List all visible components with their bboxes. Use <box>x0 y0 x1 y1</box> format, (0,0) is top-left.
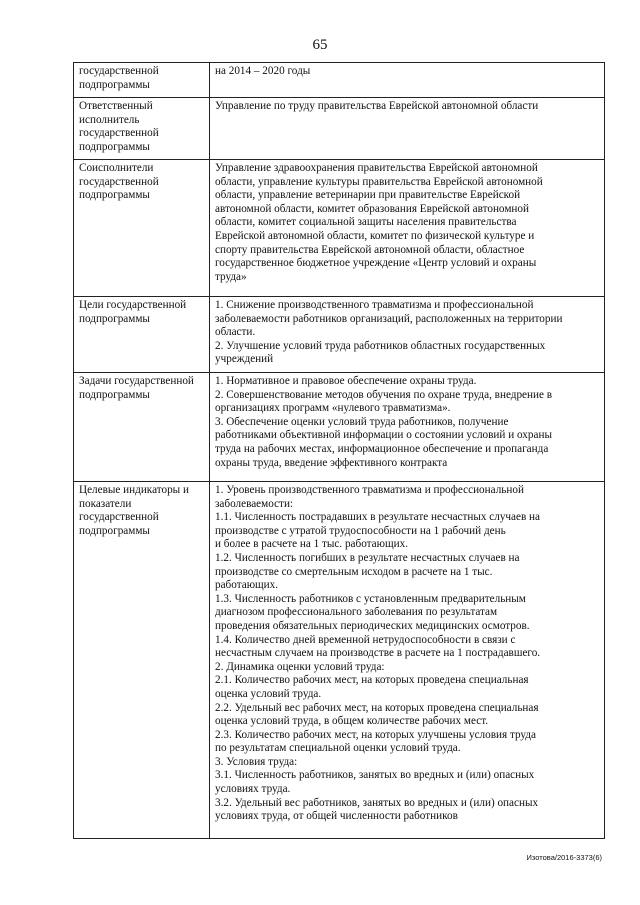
row-content-line: оценка условий труда. <box>215 687 322 700</box>
table-row <box>74 297 605 373</box>
row-label-line: государственной <box>79 175 159 188</box>
row-label-line: подпрограммы <box>79 524 150 537</box>
row-content-line: диагнозом профессионального заболевания по результатам <box>215 606 498 619</box>
row-label-line: исполнитель <box>79 113 140 126</box>
row-content-line: на 2014 – 2020 годы <box>215 65 311 77</box>
row-label-line: подпрограммы <box>79 140 150 153</box>
row-content-line: труда на рабочих местах, информационное обеспечение и пропаганда <box>215 442 549 455</box>
row-content-line: 2. Совершенствование методов обучения по охране труда, внедрение в <box>215 388 553 401</box>
row-content-line: 2. Динамика оценки условий труда: <box>215 660 385 673</box>
row-content-line: производстве с утратой трудоспособности на 1 рабочий день <box>215 524 506 537</box>
row-label-line: Ответственный <box>79 100 153 112</box>
row-content-line: области, управление ветеринарии при правительстве Еврейской <box>215 189 521 202</box>
row-label-line: Целевые индикаторы и <box>79 484 189 496</box>
row-content-line: охраны труда, введение эффективного контракта <box>215 456 448 469</box>
row-label-line: Задачи государственной <box>79 375 194 387</box>
row-content-cell <box>210 373 605 482</box>
row-content-line: условиях труда. <box>215 783 291 796</box>
row-content-line: 1. Уровень производственного травматизма и профессиональной <box>215 484 524 496</box>
row-content-cell <box>210 297 605 373</box>
row-label-line: Соисполнители <box>79 162 154 174</box>
row-content-line: и более в расчете на 1 тыс. работающих. <box>215 538 409 551</box>
row-content-line: Управление здравоохранения правительства Еврейской автономной <box>215 162 538 174</box>
row-label-line: подпрограммы <box>79 312 150 325</box>
row-content-line: спорту правительства Еврейской автономной области, областное <box>215 243 525 256</box>
row-label-line: государственной <box>79 65 159 77</box>
table-row <box>74 482 605 839</box>
row-label-cell <box>74 160 210 297</box>
row-content-line: 1.4. Количество дней временной нетрудоспособности в связи с <box>215 633 516 646</box>
row-label-line: подпрограммы <box>79 78 150 91</box>
row-content-line: несчастным случаем на производстве в расчете на 1 пострадавшего. <box>215 647 541 660</box>
row-content-line: 2. Улучшение условий труда работников областных государственных <box>215 339 546 352</box>
row-label-line: Цели государственной <box>79 299 187 311</box>
row-content-line: оценка условий труда, в общем количестве рабочих мест. <box>215 715 489 728</box>
row-content-line: 1. Снижение производственного травматизма и профессиональной <box>215 299 534 311</box>
row-label-line: подпрограммы <box>79 388 150 401</box>
row-content-line: 1.1. Численность пострадавших в результате несчастных случаев на <box>215 511 541 524</box>
row-content-line: труда» <box>215 270 247 283</box>
row-label-line: подпрограммы <box>79 189 150 202</box>
row-content-line: условиях труда, от общей численности работников <box>215 810 458 823</box>
row-label-cell <box>74 98 210 160</box>
table-row <box>74 63 605 98</box>
row-content-line: автономной области, комитет образования Еврейской автономной <box>215 202 529 215</box>
row-label-line: государственной <box>79 127 159 140</box>
row-content-line: 1.3. Численность работников с установленным предварительным <box>215 592 526 605</box>
row-content-line: производстве со смертельным исходом в расчете на 1 тыс. <box>215 565 493 578</box>
row-content-line: по результатам специальной оценки условий труда. <box>215 742 461 755</box>
row-content-cell <box>210 98 605 160</box>
row-content-line: работниками объективной информации о состоянии условий и охраны <box>215 429 552 442</box>
row-content-line: 3.1. Численность работников, занятых во вредных и (или) опасных <box>215 769 535 782</box>
page-number: 65 <box>312 37 328 53</box>
subprogram-passport-table <box>73 62 605 839</box>
table-row <box>74 160 605 297</box>
row-label-cell <box>74 373 210 482</box>
row-content-line: организациях программ «нулевого травматизма». <box>215 402 451 415</box>
row-content-line: государственное бюджетное учреждение «Центр условий и охраны <box>215 257 537 270</box>
row-content-line: учреждений <box>215 353 274 366</box>
row-content-cell <box>210 160 605 297</box>
row-content-line: Управление по труду правительства Еврейской автономной области <box>215 100 539 112</box>
row-content-line: заболеваемости: <box>215 497 294 510</box>
row-content-line: области, управление культуры правительства Еврейской автономной <box>215 175 543 188</box>
row-label-cell <box>74 482 210 839</box>
document-footer-code: Изотова/2016-3373(6) <box>526 853 602 862</box>
row-content-line: 3. Обеспечение оценки условий труда работников, получение <box>215 415 509 428</box>
row-content-line: 1. Нормативное и правовое обеспечение охраны труда. <box>215 375 477 387</box>
row-content-line: 2.1. Количество рабочих мест, на которых проведена специальная <box>215 674 529 687</box>
row-label-line: показатели <box>79 497 132 510</box>
row-content-line: 2.2. Удельный вес рабочих мест, на которых проведена специальная <box>215 701 539 714</box>
row-content-line: 3.2. Удельный вес работников, занятых во вредных и (или) опасных <box>215 796 539 809</box>
row-label-cell <box>74 297 210 373</box>
row-content-line: области, комитет социальной защиты населения правительства <box>215 216 517 229</box>
row-content-line: заболеваемости работников организаций, расположенных на территории <box>215 312 563 325</box>
row-content-line: работающих. <box>215 579 279 592</box>
row-content-line: 2.3. Количество рабочих мест, на которых улучшены условия труда <box>215 728 536 741</box>
table-row <box>74 98 605 160</box>
row-content-cell <box>210 482 605 839</box>
row-content-line: 3. Условия труда: <box>215 755 298 768</box>
row-content-line: 1.2. Численность погибших в результате несчастных случаев на <box>215 551 520 564</box>
row-content-line: проведения обязательных периодических медицинских осмотров. <box>215 619 530 632</box>
row-content-line: Еврейской автономной области, комитет по физической культуре и <box>215 229 535 242</box>
row-content-line: области. <box>215 326 256 339</box>
row-content-cell <box>210 63 605 98</box>
row-label-cell <box>74 63 210 98</box>
row-label-line: государственной <box>79 511 159 524</box>
table-row <box>74 373 605 482</box>
